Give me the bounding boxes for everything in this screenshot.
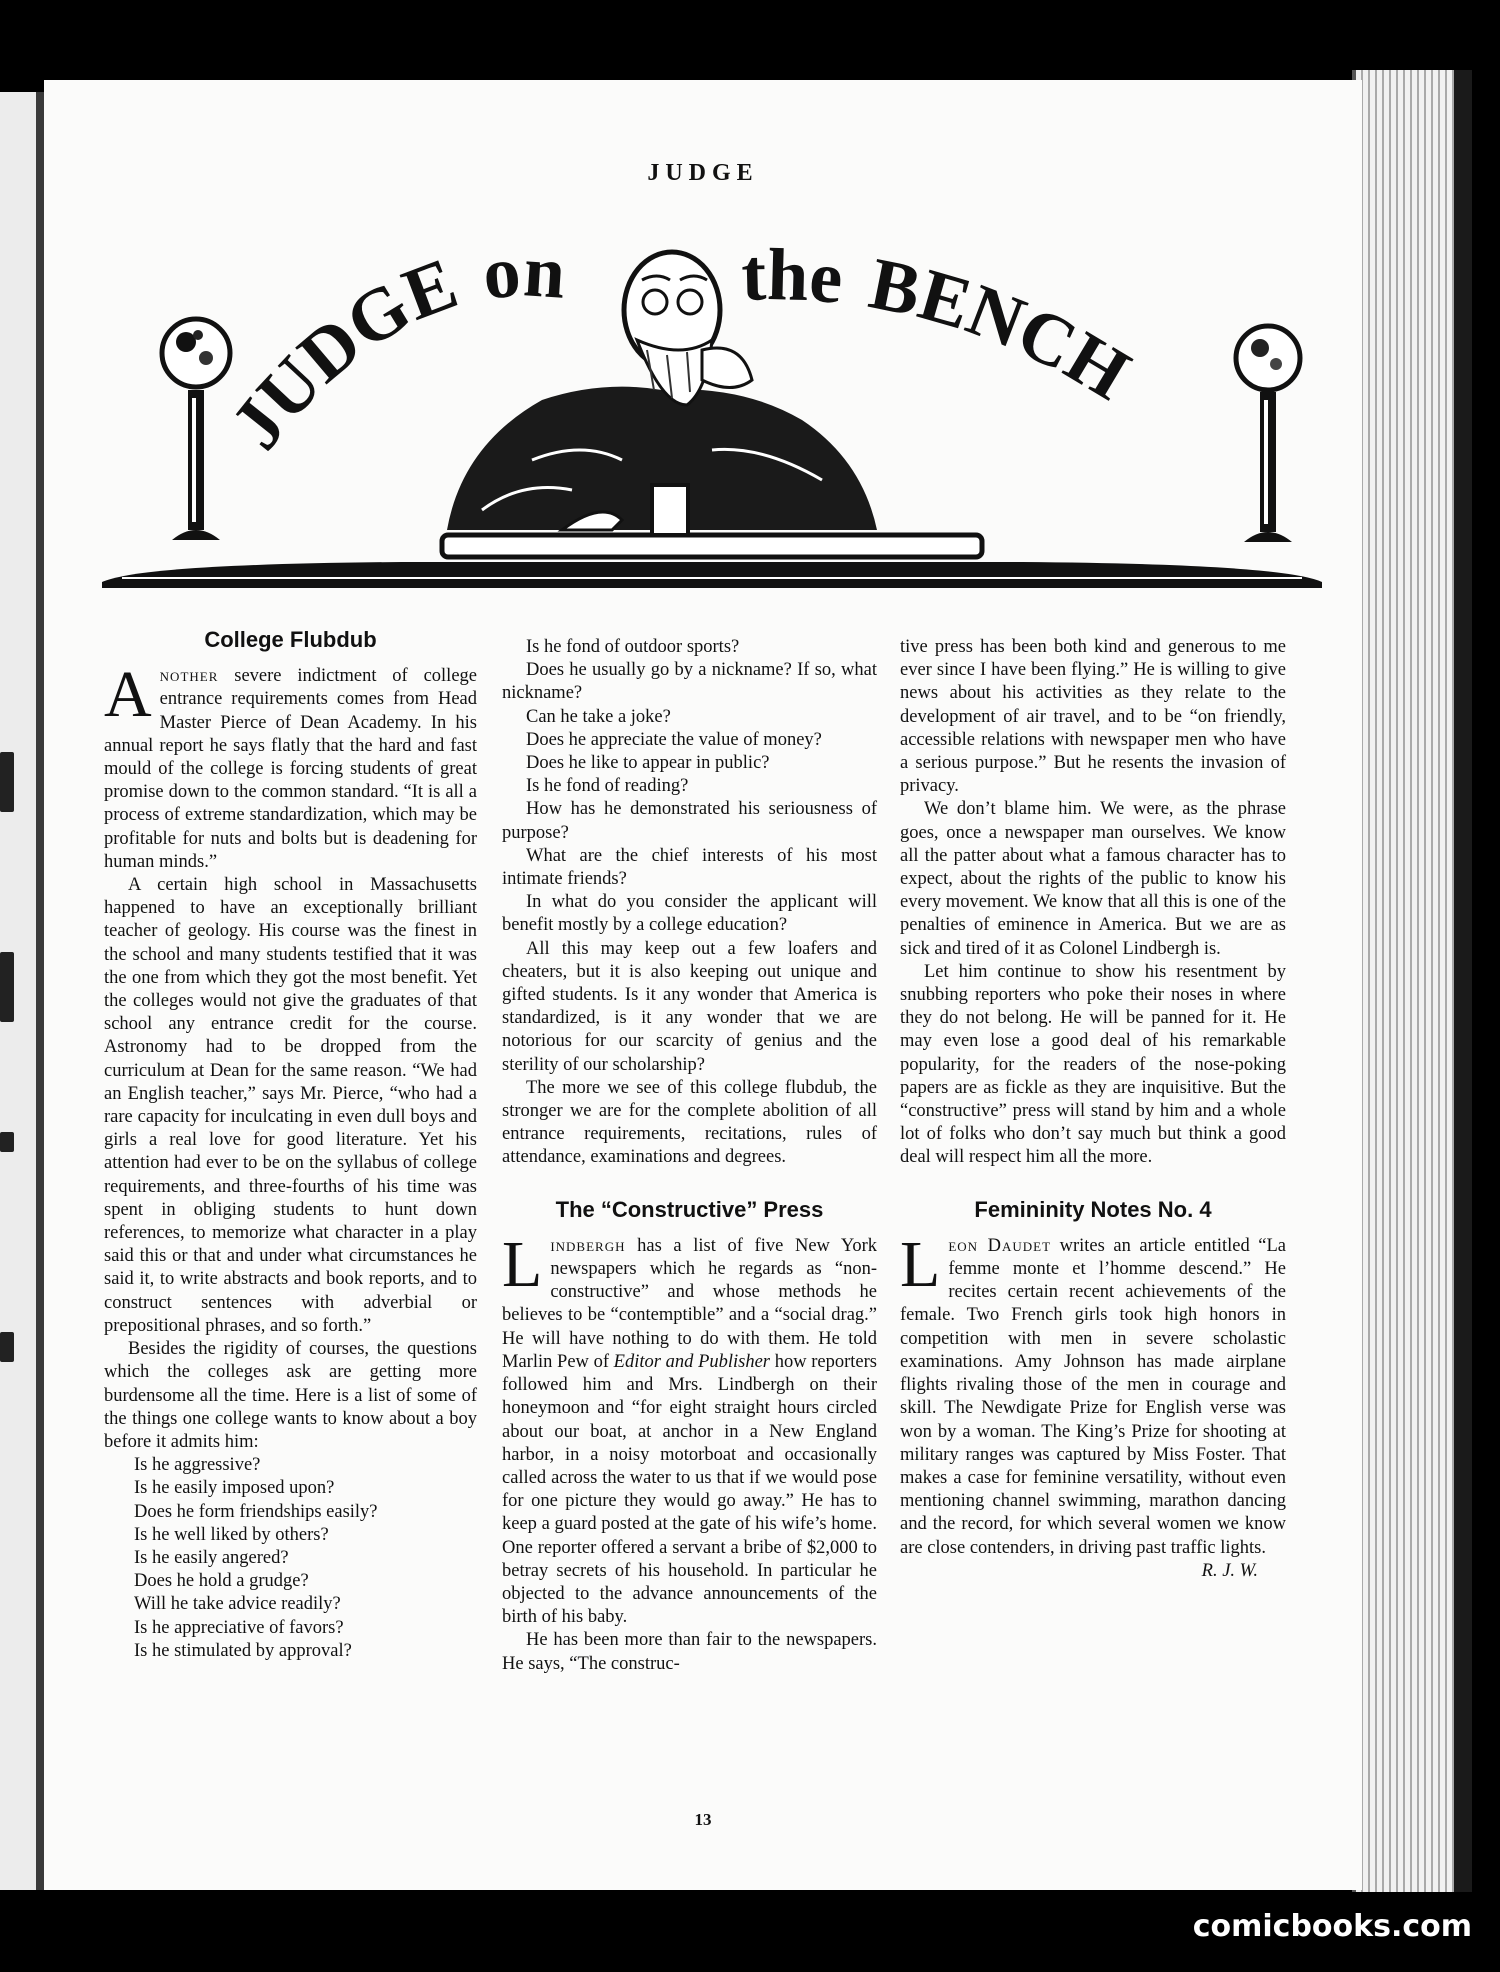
column-2 <box>502 636 877 1676</box>
running-head: JUDGE <box>647 160 759 186</box>
article-title-college-flubdub: College Flubdub <box>204 627 377 652</box>
question-item: Can he take a joke? <box>526 706 671 727</box>
right-lamp-post <box>1236 326 1300 542</box>
article2-paragraph-1 <box>502 1227 877 1629</box>
article1-paragraph-5: The more we see of this college flubdub, the stronger we are for the complete abolition of all entrance requirements, recitations, rules of attendance, examinations and degrees. <box>502 1077 877 1168</box>
column-3 <box>900 636 1286 1583</box>
page-number: 13 <box>694 1810 712 1829</box>
question-item: Is he well liked by others? <box>134 1524 329 1545</box>
dropcap-l: L <box>502 1227 543 1301</box>
question-item: Is he fond of reading? <box>526 776 689 797</box>
article3-p1-text: writes an article entitled “La femme monte et l’homme descend.” He recites certain recent achievements of the female. Two French girls took high honors in competition with men in severe scholastic examinations. Amy Johnson has made airplane flights rivaling those of the men in courage and skill. The Newdigate Prize for English verse was won by a woman. The King’s Prize for shooting at military ranges was captured by Miss Foster. That makes a case for feminine versatility, without even mentioning channel swimming, marathon dancing and the record, for which several women we know are close contenders, in driving past traffic lights. <box>900 1235 1286 1558</box>
facing-page-ink <box>0 1132 14 1152</box>
lead-smallcaps: nother <box>159 666 219 687</box>
masthead-word-bench: BENCH <box>863 242 1144 417</box>
article1-paragraph-1 <box>104 658 477 874</box>
inkwell <box>652 485 688 535</box>
masthead-word-judge: JUDGE <box>215 242 468 465</box>
author-signature: R. J. W. <box>1201 1560 1258 1581</box>
article1-paragraph-4: All this may keep out a few loafers and cheaters, but it is also keeping out unique and gifted students. Is it any wonder that America is standardized, is it any wonder that we are notorious for our scarcity of genius and the sterility of our scholarship? <box>502 938 877 1075</box>
question-item: Does he like to appear in public? <box>526 753 770 774</box>
bench-rail <box>442 535 982 557</box>
facing-page-ink <box>0 1332 14 1362</box>
page-edge-stack <box>1352 70 1472 1892</box>
question-item: How has he demonstrated his seriousness of purpose? <box>502 799 877 843</box>
masthead-word-on: on <box>479 230 568 316</box>
facing-page-ink <box>0 952 14 1022</box>
question-list-1 <box>104 1454 477 1663</box>
article1-paragraph-2: A certain high school in Massachusetts happened to have an exceptionally brilliant teacher of geology. His course was the finest in the school and many students testified that it was the one from which they got the most benefit. Yet the colleges would not give the graduates of that school any entrance credit for the course. Astronomy had to be dropped from the curriculum at Dean for the same reason. “We had an English teacher,” says Mr. Pierce, “who had a rare capacity for inculcating in even dull boys and girls a real love for good literature. Yet his attention had ever to be on the syllabus of college requirements, and three-fourths of his time was spent in obliging students to hunt down references, to memorize what character in a play said this or that and under what circumstances he said it, to write abstracts and book reports, and to construct sentences with adverbial or prepositional phrases, and so forth.” <box>104 875 477 1336</box>
question-item: Is he fond of outdoor sports? <box>526 637 740 657</box>
question-item: Does he hold a grudge? <box>134 1571 309 1592</box>
question-item: Is he appreciative of favors? <box>134 1617 344 1638</box>
article2-paragraph-4: Let him continue to show his resentment by snubbing reporters who poke their noses in where they do not belong. He will be panned for it. He may even lose a good deal of his remarkable popularity, for the readers of the nose-poking papers are as fickle as they are inquisitive. But the “constructive” press will stand by him and a whole lot of folks who don’t say much but think a good deal will respect him all the more. <box>900 961 1286 1168</box>
dropcap-a: A <box>104 658 152 732</box>
lead-smallcaps: eon Daudet <box>948 1235 1052 1256</box>
article2-paragraph-2-cont: tive press has been both kind and generous to me ever since I have been flying.” He is willing to give news about his activities as they relate to the development of air travel, and to be “on friendly, accessible relations with newspaper men who have a serious purpose.” But he resents the invasion of privacy. <box>900 637 1286 797</box>
article3-paragraph-1 <box>900 1227 1286 1560</box>
article1-p1-text: severe indictment of college entrance requirements comes from Head Master Pierce of Dean Academy. In his annual report he says flatly that the hard and fast mould of the college is forcing students of great promise down to the common standard. “It is all a process of extreme standardization, which may be profitable for nuts and bolts but is deadening for human minds.” <box>104 666 477 872</box>
article2-paragraph-3: We don’t blame him. We were, as the phrase goes, once a newspaper man ourselves. We know all the patter about what a famous character has to expect, about the rights of the public to know his every movement. We know that all this is one of the penalties of eminence in America. But we are as sick and tired of it as Colonel Lindbergh is. <box>900 799 1286 959</box>
question-item: Is he aggressive? <box>134 1455 261 1476</box>
facing-page-edge <box>0 92 44 1890</box>
question-item: Does he form friendships easily? <box>134 1501 378 1522</box>
masthead-title-right <box>740 234 1143 416</box>
article1-paragraph-3: Besides the rigidity of courses, the questions which the colleges ask are getting more burdensome all the time. Here is a list of some of the things one college wants to know about a boy before it admits him: <box>104 1339 477 1452</box>
question-item: In what do you consider the applicant will benefit mostly by a college education? <box>502 892 877 936</box>
dropcap-l: L <box>900 1227 941 1301</box>
question-item: Does he appreciate the value of money? <box>526 729 822 750</box>
question-list-2 <box>502 636 877 938</box>
question-item: Is he easily imposed upon? <box>134 1478 335 1499</box>
column-1 <box>104 628 477 1663</box>
article-title-constructive-press: The “Constructive” Press <box>555 1196 824 1222</box>
watermark: comicbooks.com <box>1192 1909 1472 1944</box>
magazine-page <box>44 80 1362 1890</box>
bench-base <box>102 562 1322 588</box>
masthead-word-the: the <box>740 234 847 320</box>
question-item: Will he take advice readily? <box>134 1594 341 1615</box>
article2-p1-text-a: has a list of five New York newspapers which he regards as “non-constructive” and whose methods he believes to be “contemptible” and a “social drag.” He will have nothing to do with them. He told Marlin Pew of <box>502 1235 877 1372</box>
left-lamp-post <box>162 319 230 540</box>
question-item: Does he usually go by a nickname? If so, what nickname? <box>502 660 877 704</box>
question-item: What are the chief interests of his most intimate friends? <box>502 845 877 890</box>
publication-name: Editor and Publisher <box>613 1351 771 1372</box>
lead-smallcaps: indbergh <box>550 1235 626 1256</box>
question-item: Is he easily angered? <box>134 1547 289 1568</box>
facing-page-ink <box>0 752 14 812</box>
masthead-illustration <box>102 230 1322 610</box>
article2-p1-text-b: how reporters followed him and Mrs. Lindbergh on their honeymoon and “for eight straight hours circled about our boat, at anchor in a New England harbor, in a noisy motorboat and occasionally called across the water to us that if we would pose for one picture they would go away.” He has to keep a guard posted at the gate of his wife’s home. One reporter offered a servant a bribe of $2,000 to betray secrets of his household. In particular he objected to the advance announcements of the birth of his baby. <box>502 1351 877 1628</box>
article-title-femininity-notes: Femininity Notes No. 4 <box>974 1196 1212 1222</box>
article2-paragraph-2-start: He has been more than fair to the newspapers. He says, “The construc- <box>502 1630 877 1674</box>
question-item: Is he stimulated by approval? <box>134 1640 352 1661</box>
